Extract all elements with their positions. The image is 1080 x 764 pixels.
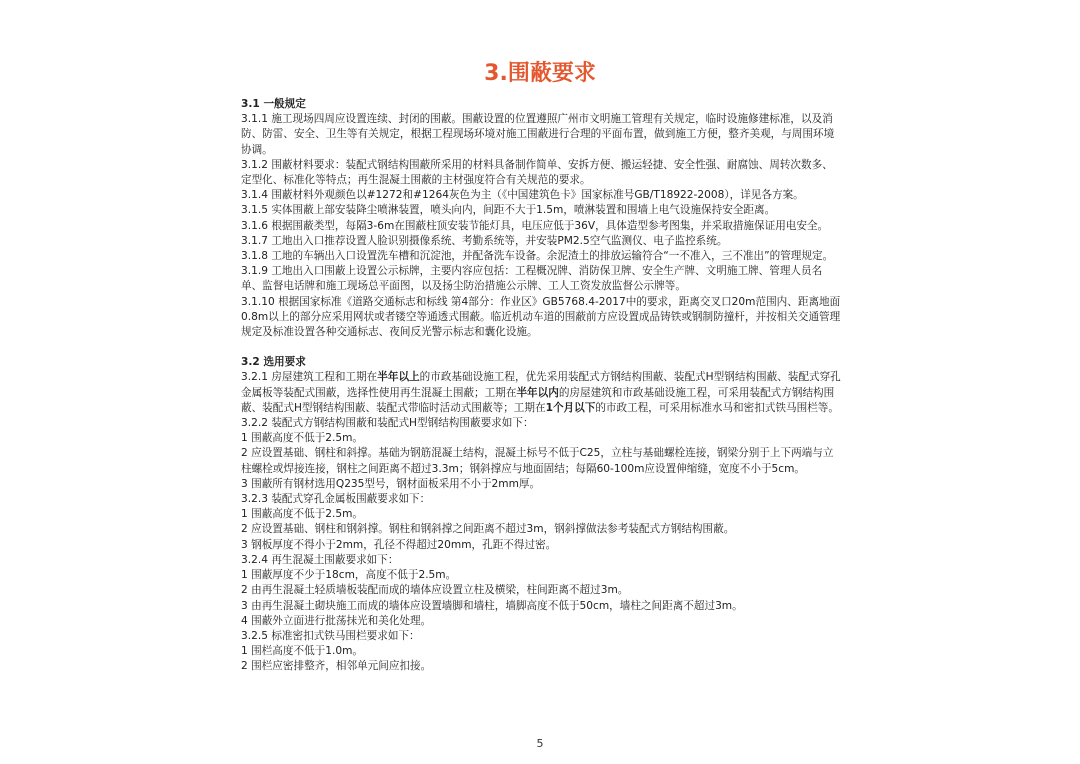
- section-heading-3-2: 3.2 选用要求: [241, 356, 306, 369]
- clause-3-1-4: 3.1.4 围蔽材料外观颜色以#1272和#1264灰色为主（《中国建筑色卡》国家标准号GB/T18922-2008），详见各方案。: [241, 189, 804, 202]
- clause-3-2-2: 3.2.2 装配式方钢结构围蔽和装配式H型钢结构围蔽要求如下：: [241, 417, 534, 430]
- section-heading-3-1: 3.1 一般规定: [241, 98, 306, 110]
- emphasis-text: 1个月以下: [545, 401, 596, 414]
- clause-3-2-4: 3.2.4 再生混凝土围蔽要求如下：: [241, 553, 399, 566]
- clause-3-1-8: 3.1.8 工地的车辆出入口设置洗车槽和沉淀池，并配备洗车设备。余泥渣土的排放运输符合“一不准入，三不准出”的管理规定。: [241, 250, 834, 263]
- clause-text: 的房屋建筑和市政基础设施工程，可采用装配式方钢结构围蔽、装配式H型钢结构围蔽、装配式带临时活动式围蔽等；工期在: [241, 386, 835, 414]
- clause-3-1-10: 3.1.10 根据国家标准《道路交通标志和标线 第4部分：作业区》GB5768.4-2017中的要求，距离交叉口20m范围内、距离地面0.8m以上的部分应采用网状或者镂空等通透式围蔽。临近机动车道的围蔽前方应设置成品铸铁或钢制防撞杆，并按相关交通管理规定及标准设置各种交通标志、夜间反光警示标志和囊化设施。: [241, 295, 841, 339]
- clause-3-1-6: 3.1.6 根据围蔽类型，每隔3-6m在围蔽柱顶安装节能灯具，电压应低于36V，具体造型参考图集，并采取措施保证用电安全。: [241, 219, 829, 232]
- clause-3-1-9: 3.1.9 工地出入口围蔽上设置公示标牌，主要内容应包括：工程概况牌、消防保卫牌、安全生产牌、文明施工牌、管理人员名单、监督电话牌和施工现场总平面图，以及扬尘防治措施公示牌、工人工资发放监督公示牌等。: [241, 265, 823, 293]
- list-item: 1 围栏高度不低于1.0m。: [241, 645, 364, 658]
- list-item: 1 围蔽高度不低于2.5m。: [241, 508, 364, 521]
- list-item: 2 由再生混凝土轻质墙板装配而成的墙体应设置立柱及横梁，柱间距离不超过3m。: [241, 584, 629, 597]
- list-item: 3 由再生混凝土砌块施工而成的墙体应设置墙脚和墙柱，墙脚高度不低于50cm，墙柱之间距离不超过3m。: [241, 599, 743, 612]
- clause-3-1-2: 3.1.2 围蔽材料要求：装配式钢结构围蔽所采用的材料具备制作简单、安拆方便、搬运轻捷、安全性强、耐腐蚀、周转次数多、定型化、标准化等特点；再生混凝土围蔽的主材强度符合有关规范的要求。: [241, 158, 833, 187]
- clause-3-2-1: [241, 370, 843, 416]
- clause-3-1-7: 3.1.7 工地出入口推荐设置人脸识别摄像系统、考勤系统等，并安装PM2.5空气监测仪、电子监控系统。: [241, 234, 728, 247]
- document-body: [241, 97, 843, 675]
- emphasis-text: 半年以上: [377, 371, 420, 384]
- list-item: 2 应设置基础、钢柱和斜撑。基础为钢筋混凝土结构，混凝土标号不低于C25，立柱与基础螺栓连接，钢梁分别于上下两端与立柱螺栓或焊接连接，钢柱之间距离不超过3.3m；钢斜撑应与地面固结；每隔60-100m应设置伸缩缝，宽度不小于5cm。: [241, 447, 834, 475]
- page-number: 5: [536, 737, 544, 750]
- list-item: 2 围栏应密排整齐，相邻单元间应扣接。: [241, 660, 432, 673]
- clause-3-1-1: 3.1.1 施工现场四周应设置连续、封闭的围蔽。围蔽设置的位置遵照广州市文明施工管理有关规定，临时设施修建标准，以及消防、防雷、安全、卫生等有关规定，根据工程现场环境对施工围蔽进行合理的平面布置，做到施工方便，整齐美观，与周围环境协调。: [241, 113, 835, 156]
- clause-text: 3.2.1 房屋建筑工程和工期在: [241, 371, 378, 384]
- clause-text: 的市政工程，可采用标准水马和密扣式铁马围栏等。: [595, 401, 839, 414]
- list-item: 3 围蔽所有钢材选用Q235型号，钢材面板采用不小于2mm厚。: [241, 477, 541, 490]
- emphasis-text: 半年以内: [516, 386, 559, 399]
- list-item: 3 钢板厚度不得小于2mm，孔径不得超过20mm，孔距不得过密。: [241, 538, 557, 551]
- list-item: 1 围蔽厚度不少于18cm，高度不低于2.5m。: [241, 569, 457, 582]
- section-spacer: [241, 340, 843, 355]
- clause-3-2-5: 3.2.5 标准密扣式铁马围栏要求如下：: [241, 629, 420, 642]
- page-title: 3.围蔽要求: [484, 61, 596, 86]
- clause-text: 的市政基础设施工程，优先采用装配式方钢结构围蔽、装配式H型钢结构围蔽、装配式穿孔金属板等装配式围蔽，选择性使用再生混凝土围蔽；工期在: [241, 371, 841, 399]
- clause-3-2-3: 3.2.3 装配式穿孔金属板围蔽要求如下：: [241, 493, 431, 506]
- clause-3-1-5: 3.1.5 实体围蔽上部安装降尘喷淋装置，喷头向内，间距不大于1.5m，喷淋装置和围墙上电气设施保持安全距离。: [241, 204, 776, 217]
- list-item: 1 围蔽高度不低于2.5m。: [241, 432, 364, 445]
- list-item: 2 应设置基础、钢柱和钢斜撑。钢柱和钢斜撑之间距离不超过3m，钢斜撑做法参考装配式方钢结构围蔽。: [241, 523, 735, 536]
- list-item: 4 围蔽外立面进行批荡抹光和美化处理。: [241, 614, 432, 627]
